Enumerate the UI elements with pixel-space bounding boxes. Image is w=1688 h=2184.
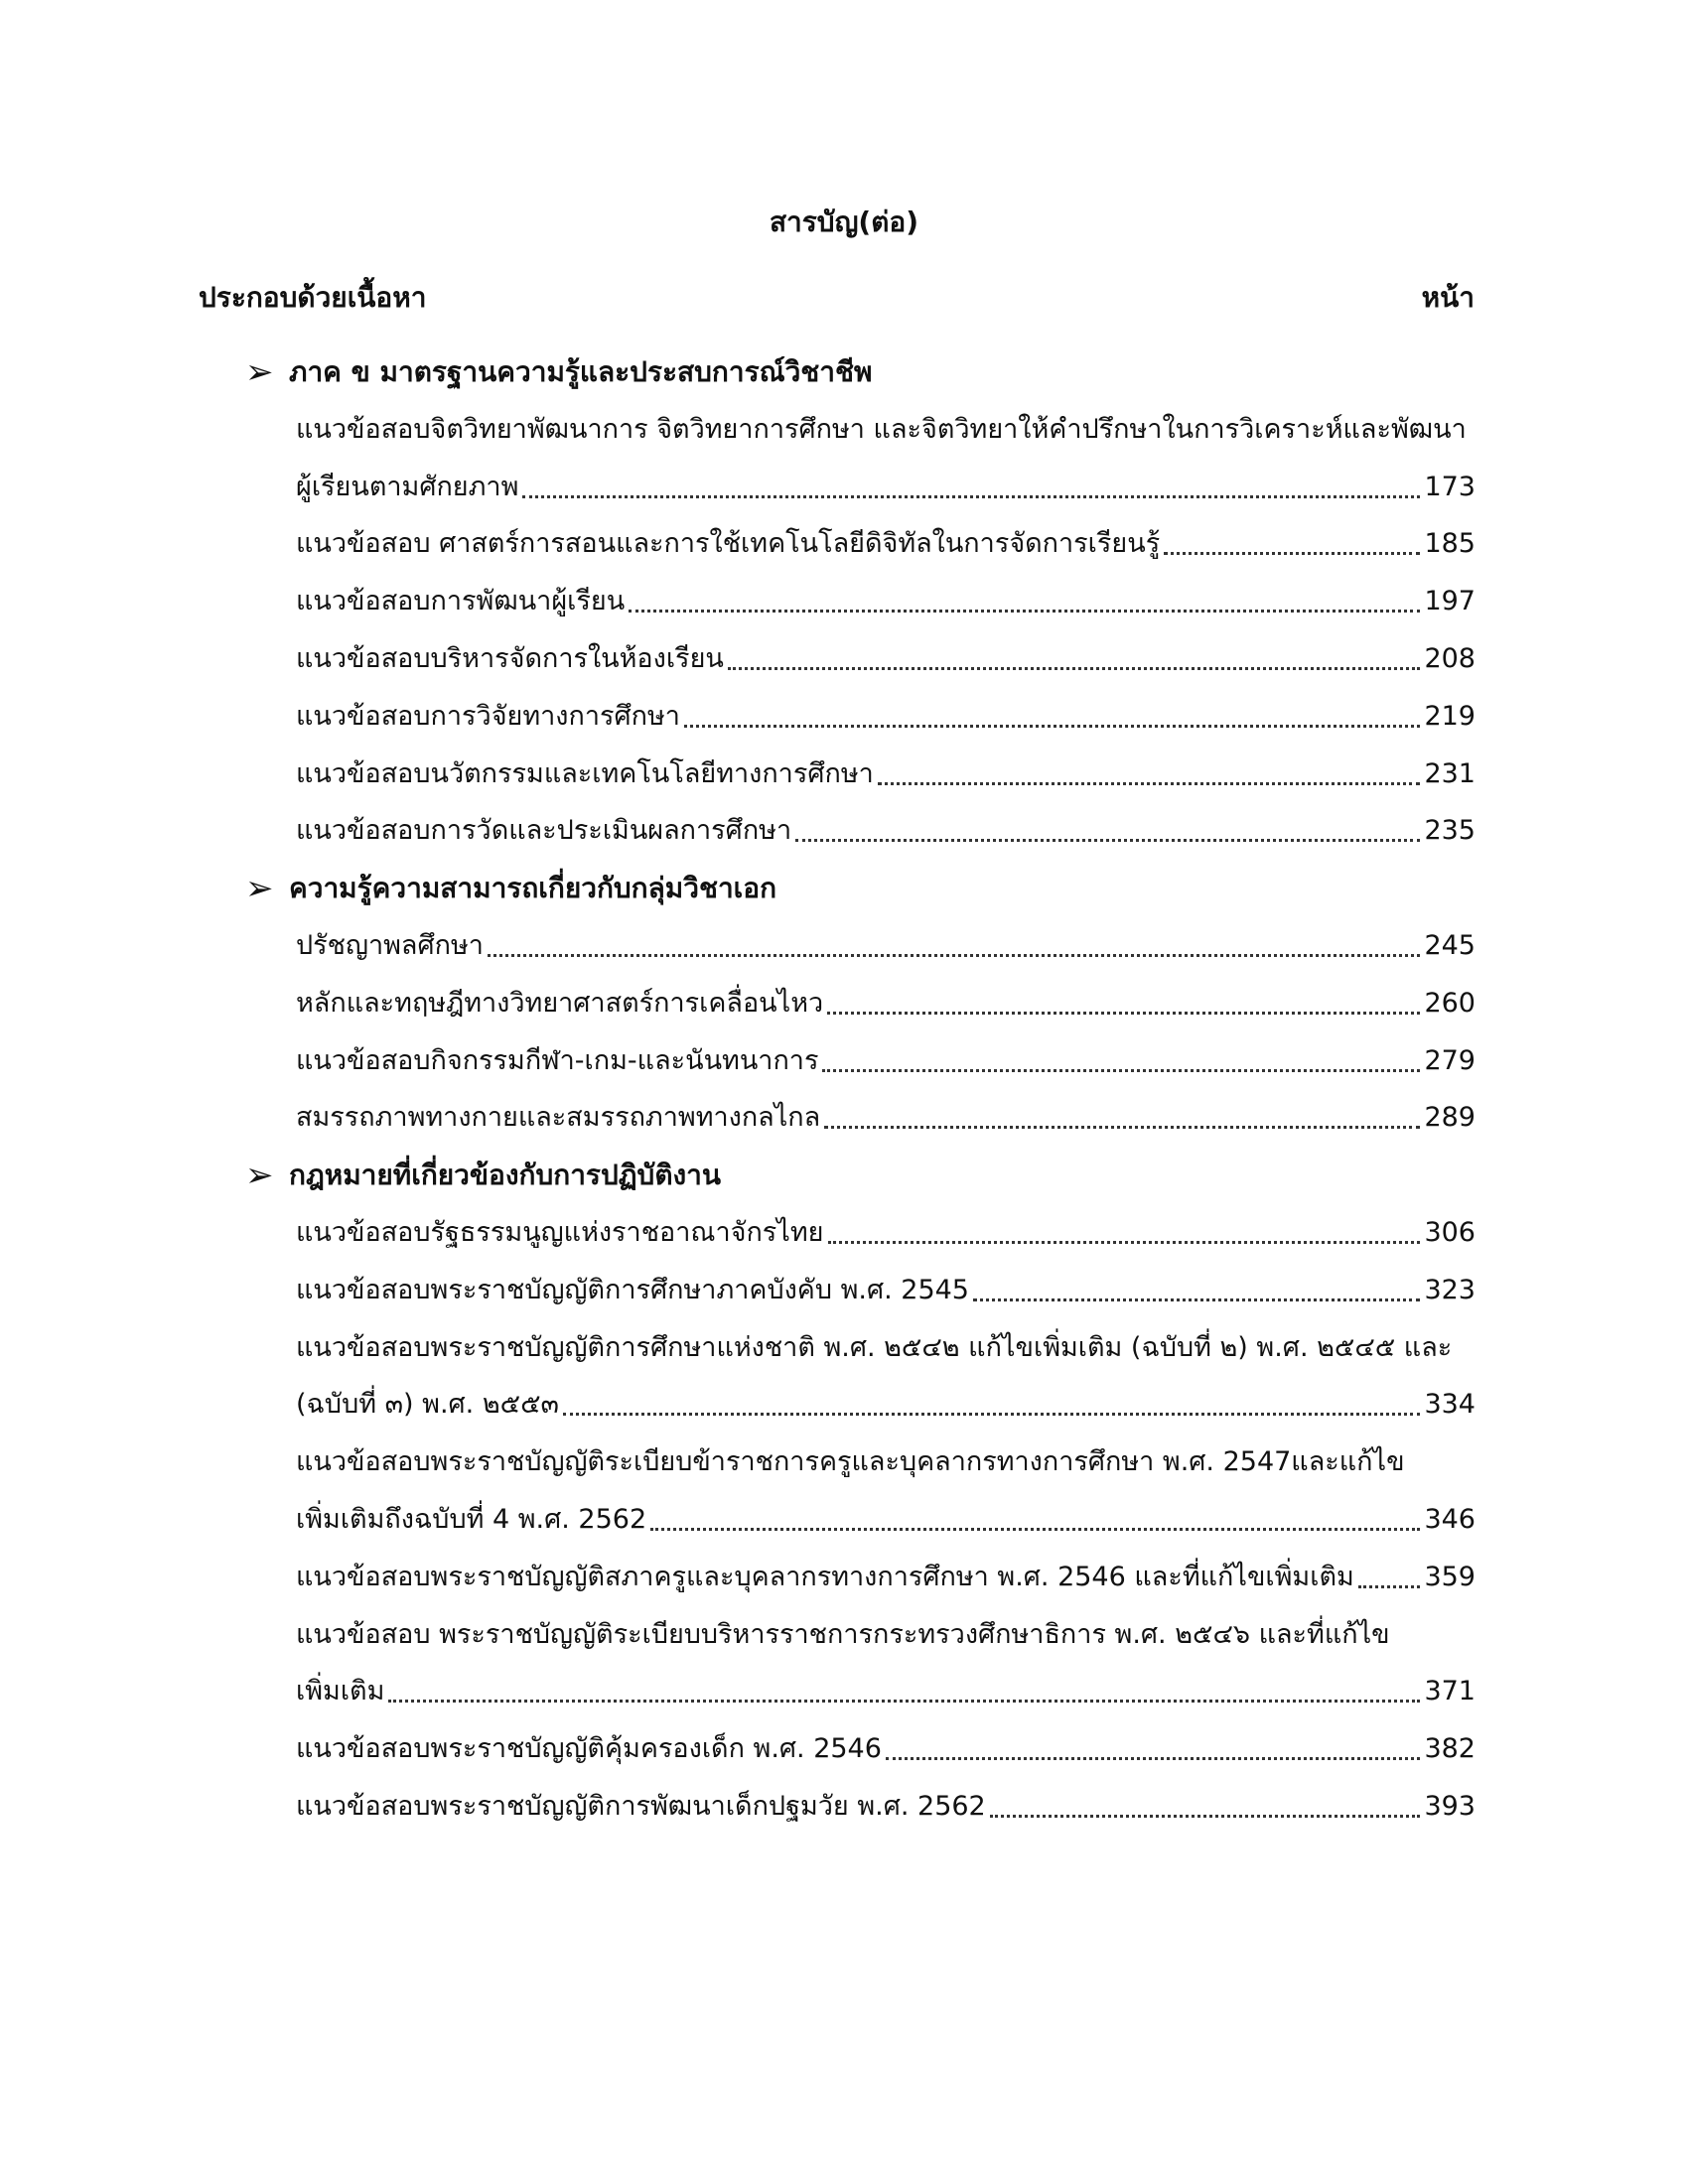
toc-page-number: 306 [1424,1217,1476,1248]
toc-entry[interactable] [296,639,1476,679]
toc-entry[interactable] [296,582,1476,621]
toc-entry[interactable] [296,1500,1476,1540]
content-column-heading: ประกอบด้วยเนื้อหา [199,281,427,314]
toc-entry-title: แนวข้อสอบพระราชบัญญัติคุ้มครองเด็ก พ.ศ. 2546 [296,1733,882,1765]
toc-entry-title: แนวข้อสอบพระราชบัญญัติการศึกษาแห่งชาติ พ.ศ. ๒๕๔๒ แก้ไขเพิ่มเติม (ฉบับที่ ๒) พ.ศ. ๒๕๔๕ และ [296,1331,1453,1363]
toc-page-number: 323 [1424,1274,1476,1305]
toc-entry-title: เพิ่มเติมถึงฉบับที่ 4 พ.ศ. 2562 [296,1504,647,1535]
toc-page-number: 219 [1424,700,1476,732]
toc-entry-title: (ฉบับที่ ๓) พ.ศ. ๒๕๕๓ [296,1389,559,1421]
toc-page-number: 359 [1424,1561,1476,1592]
toc-entry-title: แนวข้อสอบรัฐธรรมนูญแห่งราชอาณาจักรไทย [296,1217,824,1248]
toc-entry[interactable] [296,1558,1476,1597]
section-heading [245,869,1477,908]
toc-entry-title: ผู้เรียนตามศักยภาพ [296,471,519,502]
dot-leader [650,1528,1420,1531]
toc-page-number: 185 [1424,528,1476,560]
dot-leader [990,1815,1421,1818]
toc-entry-title: แนวข้อสอบพระราชบัญญัติการศึกษาภาคบังคับ พ.ศ. 2545 [296,1274,969,1305]
dot-leader [886,1757,1421,1760]
page-column-heading: หน้า [1421,281,1475,314]
dot-leader [1358,1585,1421,1588]
toc-entry[interactable] [296,1672,1476,1711]
toc-entry[interactable] [296,1787,1476,1827]
toc-page-number: 173 [1424,471,1476,502]
dot-leader [629,610,1420,613]
dot-leader [973,1298,1420,1301]
toc-entry-title: ปรัชญาพลศึกษา [296,930,484,961]
toc-page-number: 289 [1424,1102,1476,1134]
toc-page-number: 393 [1424,1791,1476,1822]
dot-leader [684,725,1421,728]
toc-entry-title: แนวข้อสอบการวิจัยทางการศึกษา [296,700,680,732]
toc-entry[interactable] [296,1271,1476,1310]
toc-page-number: 197 [1424,586,1476,617]
toc-entry-line[interactable] [296,1328,1476,1368]
toc-entry[interactable] [296,1213,1476,1253]
toc-entry[interactable] [296,926,1476,966]
toc-page-number: 346 [1424,1504,1476,1535]
toc-entry-title: เพิ่มเติม [296,1676,385,1707]
section-heading [245,352,1477,392]
dot-leader [795,839,1420,842]
toc-page-number: 235 [1424,815,1476,847]
toc-entry-line[interactable] [296,1615,1476,1655]
toc-page-number: 279 [1424,1044,1476,1076]
dot-leader [563,1413,1420,1416]
toc-page-number: 382 [1424,1733,1476,1765]
toc-entry[interactable] [296,524,1476,564]
toc-entry[interactable] [296,1385,1476,1425]
arrow-bullet-icon: ➢ [245,1156,274,1196]
toc-entry-title: แนวข้อสอบ ศาสตร์การสอนและการใช้เทคโนโลยีดิจิทัลในการจัดการเรียนรู้ [296,528,1161,560]
page-title: สารบัญ(ต่อ) [769,205,919,238]
toc-entry-line[interactable] [296,410,1476,450]
toc-page-number: 208 [1424,643,1476,674]
toc-entry-title: แนวข้อสอบพระราชบัญญัติการพัฒนาเด็กปฐมวัย พ.ศ. 2562 [296,1791,986,1822]
dot-leader [488,954,1421,957]
toc-entry[interactable] [296,468,1476,507]
dot-leader [878,782,1421,785]
toc-entry-title: แนวข้อสอบการวัดและประเมินผลการศึกษา [296,815,792,847]
section-heading-text: ความรู้ความสามารถเกี่ยวกับกลุ่มวิชาเอก [289,872,777,905]
toc-entry-title: แนวข้อสอบบริหารจัดการในห้องเรียน [296,643,724,674]
dot-leader [827,1012,1420,1015]
dot-leader [828,1241,1421,1244]
toc-entry-title: แนวข้อสอบนวัตกรรมและเทคโนโลยีทางการศึกษา [296,757,874,789]
dot-leader [1164,552,1420,555]
toc-entry-title: สมรรถภาพทางกายและสมรรถภาพทางกลไกล [296,1102,821,1134]
dot-leader [822,1069,1420,1072]
toc-entry-title: แนวข้อสอบพระราชบัญญัติระเบียบข้าราชการครูและบุคลากรทางการศึกษา พ.ศ. 2547และแก้ไข [296,1446,1405,1478]
toc-entry[interactable] [296,811,1476,851]
dot-leader [824,1126,1420,1129]
toc-entry-title: แนวข้อสอบพระราชบัญญัติสภาครูและบุคลากรทางการศึกษา พ.ศ. 2546 และที่แก้ไขเพิ่มเติม [296,1561,1354,1592]
toc-entry[interactable] [296,984,1476,1024]
section-heading-text: กฎหมายที่เกี่ยวข้องกับการปฏิบัติงาน [289,1159,722,1192]
toc-entry[interactable] [296,697,1476,737]
toc-page-number: 231 [1424,757,1476,789]
toc-entry-title: แนวข้อสอบ พระราชบัญญัติระเบียบบริหารราชการกระทรวงศึกษาธิการ พ.ศ. ๒๕๔๖ และที่แก้ไข [296,1618,1390,1650]
toc-page-number: 260 [1424,987,1476,1019]
dot-leader [728,667,1421,670]
dot-leader [388,1700,1420,1703]
toc-entry-line[interactable] [296,1442,1476,1482]
toc-entry[interactable] [296,1729,1476,1769]
toc-page-number: 245 [1424,930,1476,961]
toc-entry[interactable] [296,1098,1476,1138]
arrow-bullet-icon: ➢ [245,869,274,909]
toc-page-number: 334 [1424,1389,1476,1421]
toc-entry-title: หลักและทฤษฎีทางวิทยาศาสตร์การเคลื่อนไหว [296,987,824,1019]
toc-entry-title: แนวข้อสอบจิตวิทยาพัฒนาการ จิตวิทยาการศึกษา และจิตวิทยาให้คำปรึกษาในการวิเคราะห์และพัฒนา [296,413,1467,445]
toc-page-number: 371 [1424,1676,1476,1707]
toc-entry[interactable] [296,754,1476,794]
dot-leader [522,495,1420,498]
section-heading-text: ภาค ข มาตรฐานความรู้และประสบการณ์วิชาชีพ [289,355,873,388]
toc-entry-title: แนวข้อสอบการพัฒนาผู้เรียน [296,586,626,617]
toc-entry-title: แนวข้อสอบกิจกรรมกีฬา-เกม-และนันทนาการ [296,1044,819,1076]
toc-entry[interactable] [296,1041,1476,1081]
arrow-bullet-icon: ➢ [245,352,274,392]
section-heading [245,1156,1477,1195]
